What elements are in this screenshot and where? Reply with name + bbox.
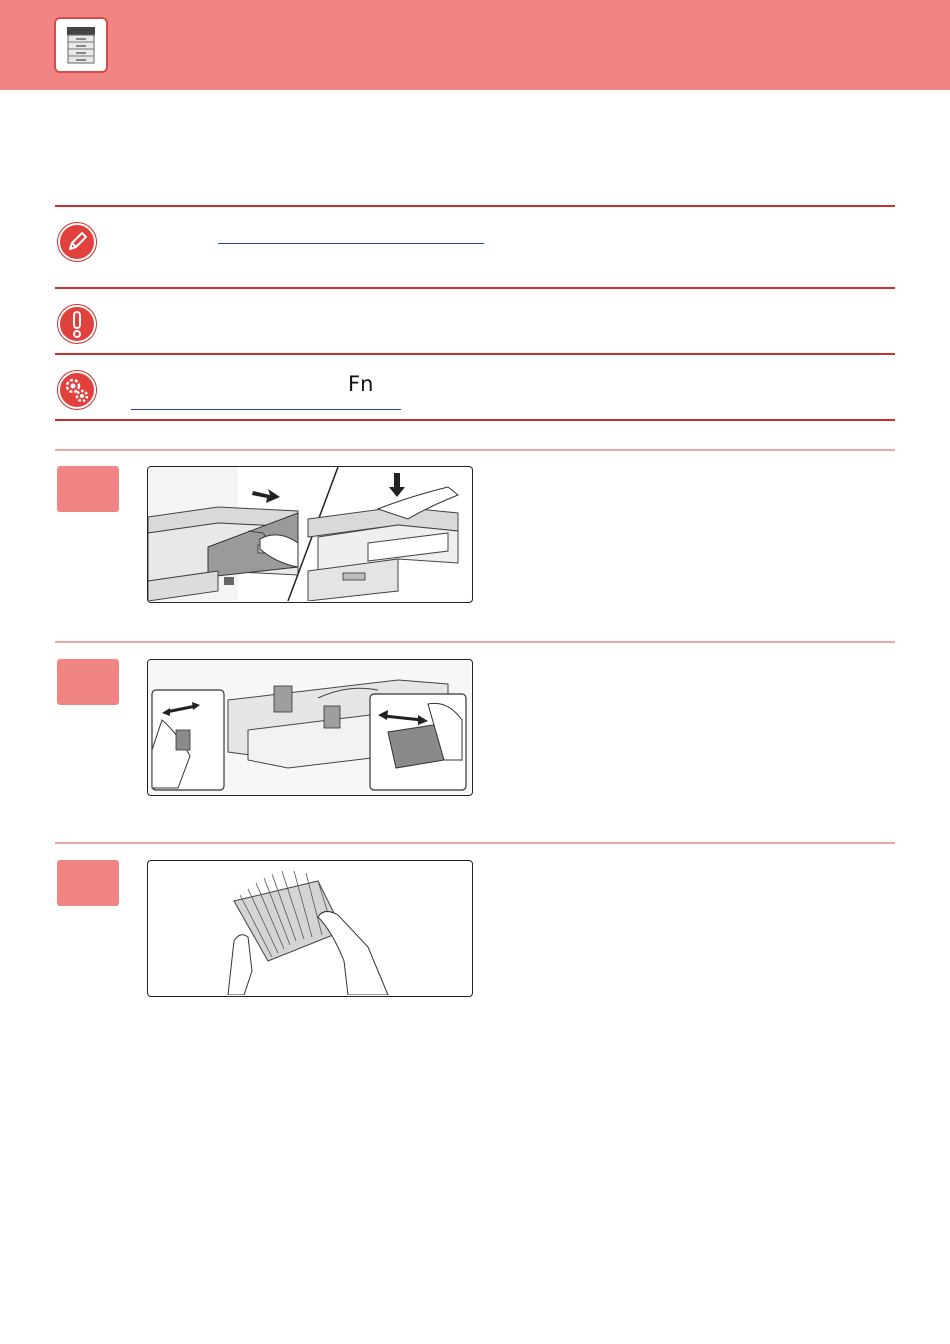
section-rule <box>55 419 895 421</box>
settings-link[interactable] <box>131 392 401 410</box>
tray-pull-out-illustration <box>147 466 473 603</box>
step-badge <box>57 860 119 906</box>
step-badge <box>57 466 119 512</box>
fn-label: Fn <box>348 372 374 396</box>
note-link[interactable] <box>218 226 484 244</box>
copier-icon <box>54 17 108 73</box>
step-rule <box>55 842 895 844</box>
header-bar <box>0 0 950 90</box>
step-badge <box>57 659 119 705</box>
section-rule <box>55 353 895 355</box>
exclamation-icon <box>57 304 97 344</box>
section-rule <box>55 205 895 207</box>
pencil-note-icon <box>57 222 97 262</box>
guide-adjust-illustration <box>147 659 473 796</box>
paper-fan-illustration <box>147 860 473 997</box>
gear-settings-icon <box>57 370 97 410</box>
step-rule <box>55 449 895 451</box>
section-rule <box>55 287 895 289</box>
step-rule <box>55 641 895 643</box>
